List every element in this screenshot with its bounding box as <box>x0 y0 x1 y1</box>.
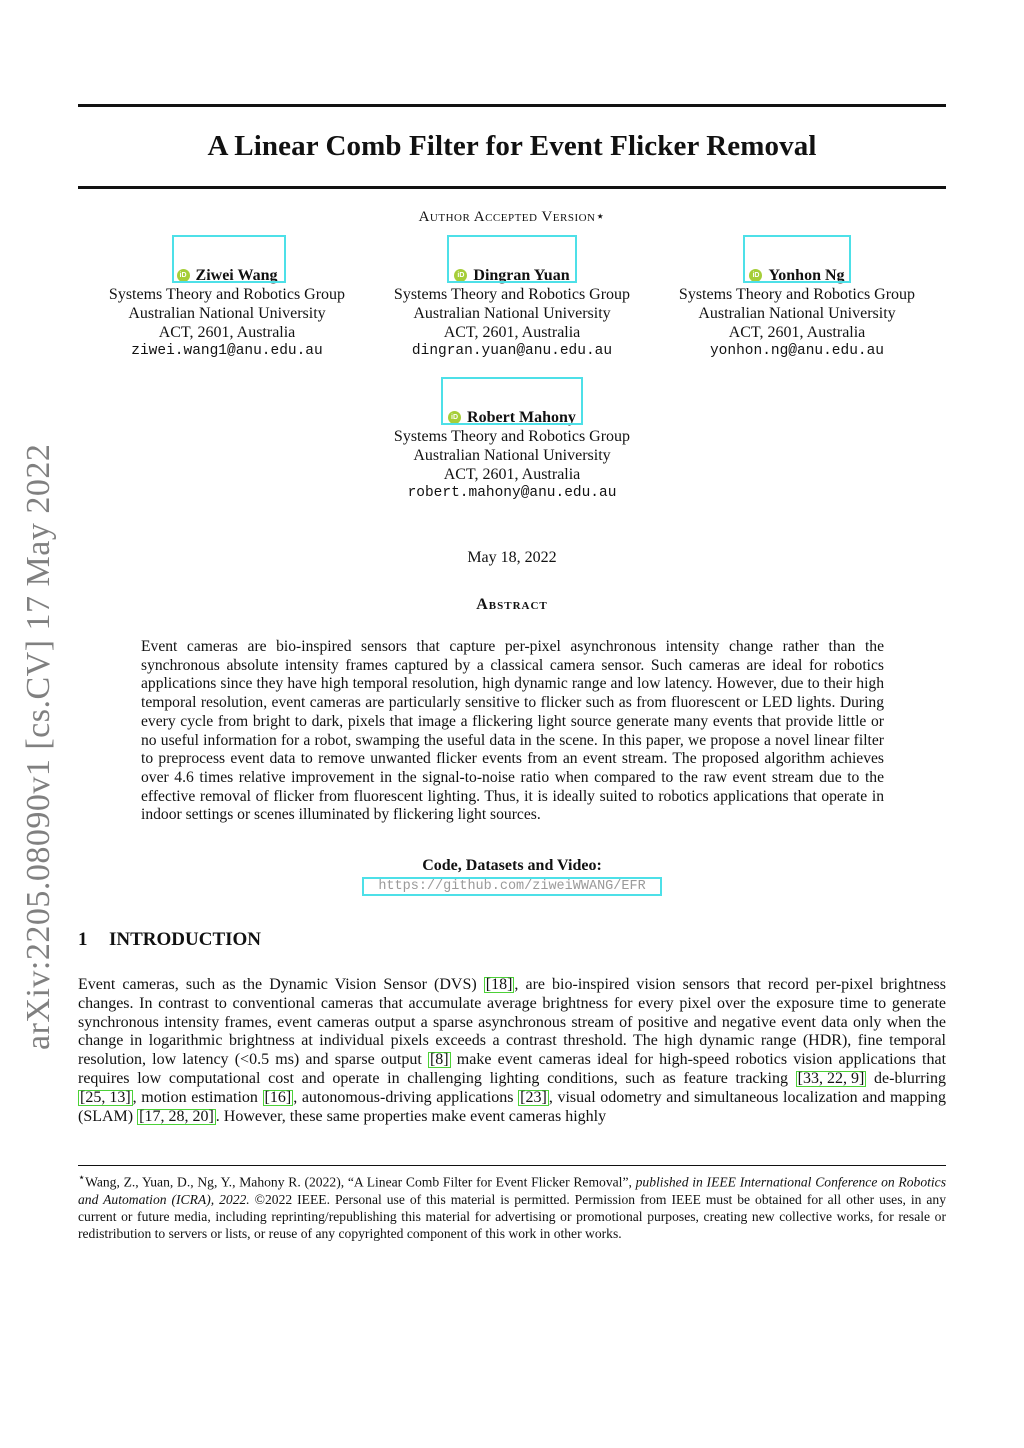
author-link-box[interactable] <box>447 235 577 283</box>
intro-text: , visual odometry and simultaneous localization and mapping (SLAM) <box>78 1088 947 1125</box>
abstract-heading: Abstract <box>476 596 548 613</box>
intro-text: make event cameras ideal for high-speed robotics vision applications that requires low computational cost and operate in challenging lighting conditions, such as feature tracking <box>78 1051 947 1087</box>
section-title: INTRODUCTION <box>109 929 262 950</box>
footnote-venue: published in IEEE International Conference on Robotics and Automation (ICRA), 2022. <box>78 1174 947 1207</box>
footnote-rule <box>78 1165 946 1166</box>
orcid-icon[interactable]: iD <box>177 269 190 282</box>
author-email[interactable]: yonhon.ng@anu.edu.au <box>709 343 885 359</box>
author-university: Australian National University <box>128 305 326 322</box>
author-group: Systems Theory and Robotics Group <box>678 286 916 303</box>
section-heading <box>78 929 261 951</box>
citation-link[interactable]: [25, 13] <box>80 1088 131 1106</box>
author-name[interactable]: iD Ziwei Wang <box>177 266 278 285</box>
author-group: Systems Theory and Robotics Group <box>393 286 631 303</box>
citation-link[interactable]: [33, 22, 9] <box>797 1069 865 1087</box>
publication-date: May 18, 2022 <box>467 549 557 566</box>
footnote-mark: ⋆ <box>78 1172 86 1184</box>
author-link-box[interactable] <box>441 377 583 425</box>
citation-link[interactable]: [18] <box>485 976 513 993</box>
author-email[interactable]: robert.mahony@anu.edu.au <box>407 485 617 501</box>
author-group: Systems Theory and Robotics Group <box>108 286 346 303</box>
abstract-text: Event cameras are bio-inspired sensors that capture per-pixel asynchronous intensity change rather than the synchronous absolute intensity frames captured by a classical camera sensor. Such cameras are ideal for robotics applications since they have high temporal resolution, high dynamic range and low latency. However, due to their high temporal resolution, event cameras are particularly sensitive to flicker such as from fluorescent or LED lights. During every cycle from bright to dark, pixels that image a flickering light source generate many events that provide little or no useful information for a robot, swamping the useful data in the scene. In this paper, we propose a novel linear filter to preprocess event data to remove unwanted flicker events from an event stream. The proposed algorithm achieves over 4.6 times relative improvement in the signal-to-noise ratio when compared to the raw event stream due to the effective removal of flicker from fluorescent lighting. Thus, it is ideally suited to robotics applications that operate in indoor settings or scenes illuminated by flickering light sources. <box>141 638 884 824</box>
author-name[interactable]: iD Yonhon Ng <box>749 266 844 285</box>
intro-text: de-blurring <box>866 1069 946 1087</box>
author-university: Australian National University <box>413 305 611 322</box>
author-group: Systems Theory and Robotics Group <box>393 428 631 445</box>
intro-text: , motion estimation <box>132 1088 263 1106</box>
intro-paragraph <box>78 976 946 1126</box>
author-email[interactable]: dingran.yuan@anu.edu.au <box>411 343 613 359</box>
code-url-link[interactable]: https://github.com/ziweiWWANG/EFR <box>362 877 662 896</box>
arxiv-stamp[interactable]: arXiv:2205.08090v1 [cs.CV] 17 May 2022 <box>20 443 57 1050</box>
intro-text: , are bio-inspired vision sensors that record per-pixel brightness changes. In contrast to conventional cameras that accumulate average brightness for every pixel over the exposure time to generate synchronous intensity frames, event cameras output a sparse asynchronous stream of positive and negative event data only when the change in logarithmic brightness at individual pixels exceeds a contrast threshold. The high dynamic range (HDR), fine temporal resolution, low latency (<0.5 ms) and sparse output <box>78 976 947 1069</box>
section-number: 1 <box>78 929 88 950</box>
author-link-box[interactable] <box>743 235 851 283</box>
title-bottom-rule <box>78 186 946 189</box>
intro-text: Event cameras, such as the Dynamic Vision Sensor (DVS) <box>78 976 484 993</box>
intro-text: . However, these same properties make event cameras highly <box>215 1107 607 1125</box>
footnote <box>78 1170 946 1243</box>
author-location: ACT, 2601, Australia <box>158 324 296 341</box>
orcid-icon[interactable]: iD <box>749 269 762 282</box>
orcid-icon[interactable]: iD <box>448 411 461 424</box>
citation-link[interactable]: [23] <box>520 1088 547 1106</box>
code-label: Code, Datasets and Video: <box>422 857 602 874</box>
author-location: ACT, 2601, Australia <box>728 324 866 341</box>
footnote-text: ©2022 IEEE. Personal use of this material is permitted. Permission from IEEE must be obtained for all other uses, in any current or future media, including reprinting/republishing this material for advertising or promotional purposes, creating new collective works, for resale or redistribution to servers or lists, or reuse of any copyrighted component of this work in other works. <box>78 1191 947 1242</box>
author-university: Australian National University <box>698 305 896 322</box>
citation-link[interactable]: [17, 28, 20] <box>139 1107 214 1125</box>
intro-text: , autonomous-driving applications <box>293 1088 519 1106</box>
paper-title: A Linear Comb Filter for Event Flicker Removal <box>207 130 817 162</box>
author-link-box[interactable] <box>172 235 286 283</box>
author-name[interactable]: iD Dingran Yuan <box>454 266 569 285</box>
author-university: Australian National University <box>413 447 611 464</box>
version-note: Author Accepted Version⋆ <box>418 209 606 225</box>
author-location: ACT, 2601, Australia <box>443 324 581 341</box>
citation-link[interactable]: [16] <box>264 1088 292 1106</box>
author-location: ACT, 2601, Australia <box>443 466 581 483</box>
citation-link[interactable]: [8] <box>429 1051 449 1069</box>
footnote-text: Wang, Z., Yuan, D., Ng, Y., Mahony R. (2022), “A Linear Comb Filter for Event Flicker Removal”, <box>85 1174 636 1190</box>
title-top-rule <box>78 104 946 107</box>
author-email[interactable]: ziwei.wang1@anu.edu.au <box>131 343 323 359</box>
author-name[interactable]: iD Robert Mahony <box>448 408 576 427</box>
orcid-icon[interactable]: iD <box>454 269 467 282</box>
